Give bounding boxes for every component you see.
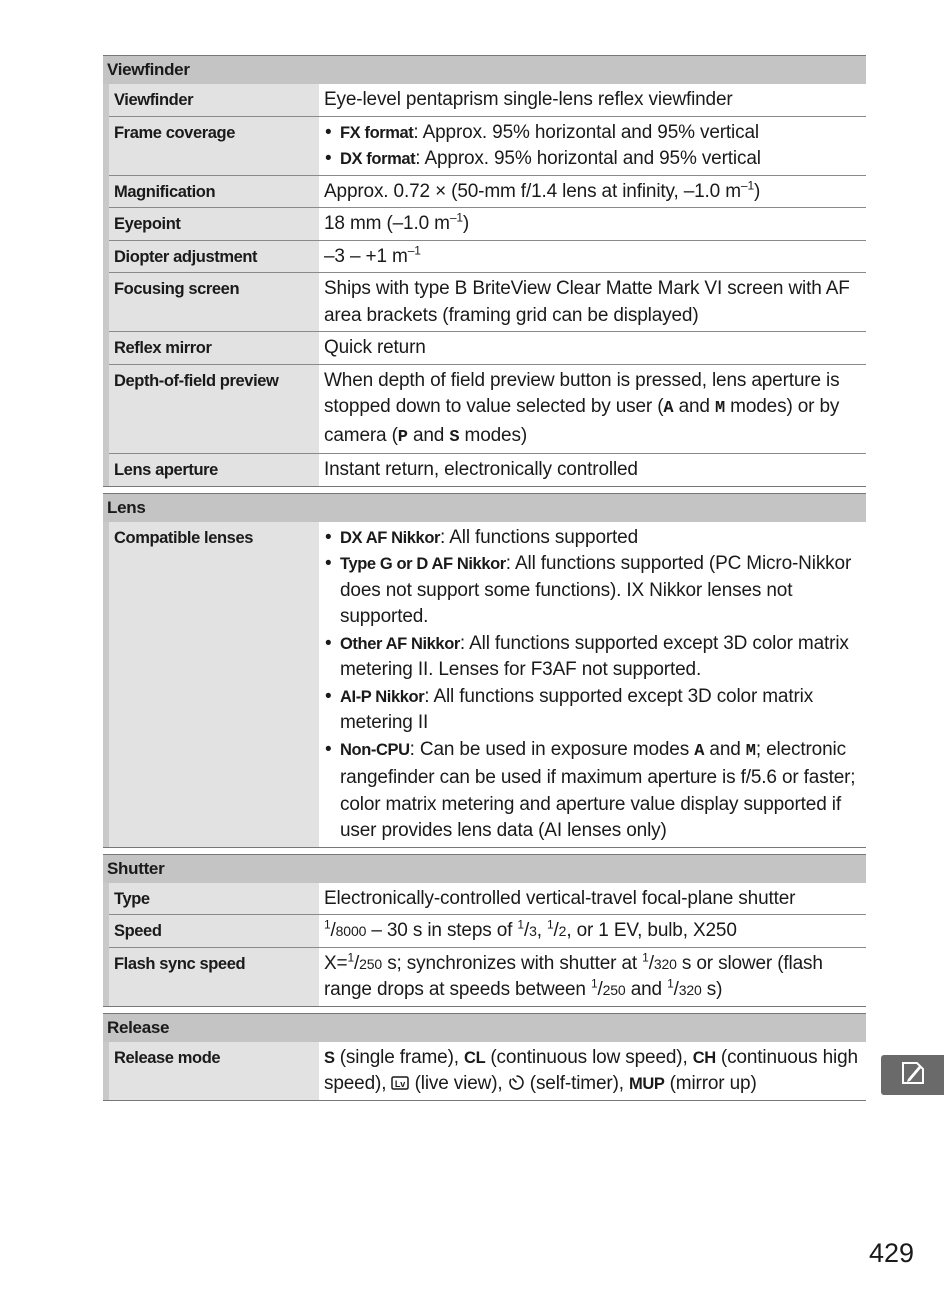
list-item: • Other AF Nikkor: All functions supported except 3D color matrix metering II. Lenses for F3AF not supported. [324, 631, 866, 684]
spec-value: Eye-level pentaprism single-lens reflex viewfinder [324, 89, 733, 110]
list-item: • Non-CPU: Can be used in exposure modes A and M; electronic rangefinder can be used if maximum aperture is f/5.6 or faster; color matrix metering and aperture value display supported if user provides lens data (AI lenses only) [324, 737, 866, 845]
release-mode-glyph: CH [692, 1048, 716, 1067]
spec-row [109, 947, 866, 1006]
spec-value: Approx. 0.72 × (50-mm f/1.4 lens at infinity, –1.0 $m^{-1}$) [324, 178, 761, 202]
svg-text:Lv: Lv [395, 1079, 406, 1089]
spec-row [109, 240, 866, 273]
spec-row [109, 207, 866, 240]
pencil-note-icon [899, 1059, 927, 1092]
list-item: • DX format: Approx. 95% horizontal and 95% vertical [324, 146, 866, 173]
spec-label: Flash sync speed [109, 948, 319, 1006]
mode-glyph: A [694, 741, 705, 761]
spec-row [109, 272, 866, 331]
section-release [103, 1013, 866, 1101]
spec-label: Depth-of-field preview [109, 365, 319, 454]
spec-value: 18 mm (–1.0 $m^{-1}$) [324, 210, 470, 234]
section-tab [881, 1055, 944, 1095]
spec-label: Viewfinder [109, 84, 319, 116]
list-item: • Type G or D AF Nikkor: All functions supported (PC Micro-Nikkor does not support some functions). IX Nikkor lenses not supported. [324, 551, 866, 631]
spec-label: Magnification [109, 176, 319, 208]
list-item: • FX format: Approx. 95% horizontal and 95% vertical [324, 120, 866, 147]
release-mode-glyph: S [324, 1048, 335, 1067]
self-timer-icon [508, 1073, 525, 1094]
page-number: 429 [868, 1238, 914, 1268]
spec-row [109, 116, 866, 175]
spec-label: Eyepoint [109, 208, 319, 240]
spec-label: Frame coverage [109, 117, 319, 175]
mode-glyph: A [663, 399, 674, 418]
section-title: Release [103, 1013, 866, 1042]
section-viewfinder [103, 55, 866, 487]
spec-label: Type [109, 883, 319, 915]
spec-table [103, 55, 866, 1107]
spec-label: Release mode [109, 1042, 319, 1100]
spec-row [109, 331, 866, 364]
spec-row [109, 453, 866, 486]
spec-row [109, 522, 866, 847]
spec-label: Speed [109, 915, 319, 947]
spec-row [109, 175, 866, 208]
spec-value: Electronically-controlled vertical-travel focal-plane shutter [324, 887, 796, 909]
spec-value: –3 – +1 $m^{-1}$ [324, 243, 421, 267]
spec-value: $^1$/8000 – 30 s in steps of $^1$/3, $^1$/2, or 1 EV, bulb, X250 [324, 917, 737, 941]
release-mode-glyph: MUP [629, 1075, 665, 1093]
spec-row [109, 883, 866, 915]
spec-value [319, 117, 866, 175]
mode-glyph: M [714, 399, 726, 418]
spec-label: Focusing screen [109, 273, 319, 331]
mode-glyph: S [449, 427, 460, 447]
spec-value: Quick return [324, 337, 426, 358]
section-lens [103, 493, 866, 848]
spec-row [109, 1042, 866, 1100]
spec-label: Reflex mirror [109, 332, 319, 364]
spec-value: S (single frame), CL (continuous low speed), CH (continuous high speed), Lv (live view), (self-timer), MUP (mirror up) [324, 1046, 858, 1094]
spec-value: X=$^1$/250 s; synchronizes with shutter at $^1$/320 s or slower (flash range drops at speeds between $^1$/250 and $^1$/320 s) [324, 950, 823, 1000]
spec-label: Compatible lenses [109, 522, 319, 847]
section-title: Lens [103, 493, 866, 522]
spec-row [109, 364, 866, 454]
spec-value: Ships with type B BriteView Clear Matte Mark VI screen with AF area brackets (framing grid can be displayed) [324, 278, 850, 326]
spec-value: Instant return, electronically controlled [324, 459, 638, 480]
spec-value [319, 522, 866, 847]
spec-label: Diopter adjustment [109, 241, 319, 273]
spec-row [109, 84, 866, 116]
release-mode-glyph: CL [464, 1048, 486, 1067]
spec-row [109, 914, 866, 947]
live-view-icon [391, 1073, 409, 1094]
section-title: Viewfinder [103, 55, 866, 84]
spec-label: Lens aperture [109, 454, 319, 486]
list-item: • AI-P Nikkor: All functions supported except 3D color matrix metering II [324, 684, 866, 737]
section-title: Shutter [103, 854, 866, 883]
section-shutter [103, 854, 866, 1007]
list-item: • DX AF Nikkor: All functions supported [324, 525, 866, 552]
mode-glyph: P [397, 427, 408, 447]
spec-value: When depth of field preview button is pressed, lens aperture is stopped down to value selected by user (A and M modes) or by camera (P and S modes) [324, 369, 840, 447]
mode-glyph: M [745, 741, 756, 761]
